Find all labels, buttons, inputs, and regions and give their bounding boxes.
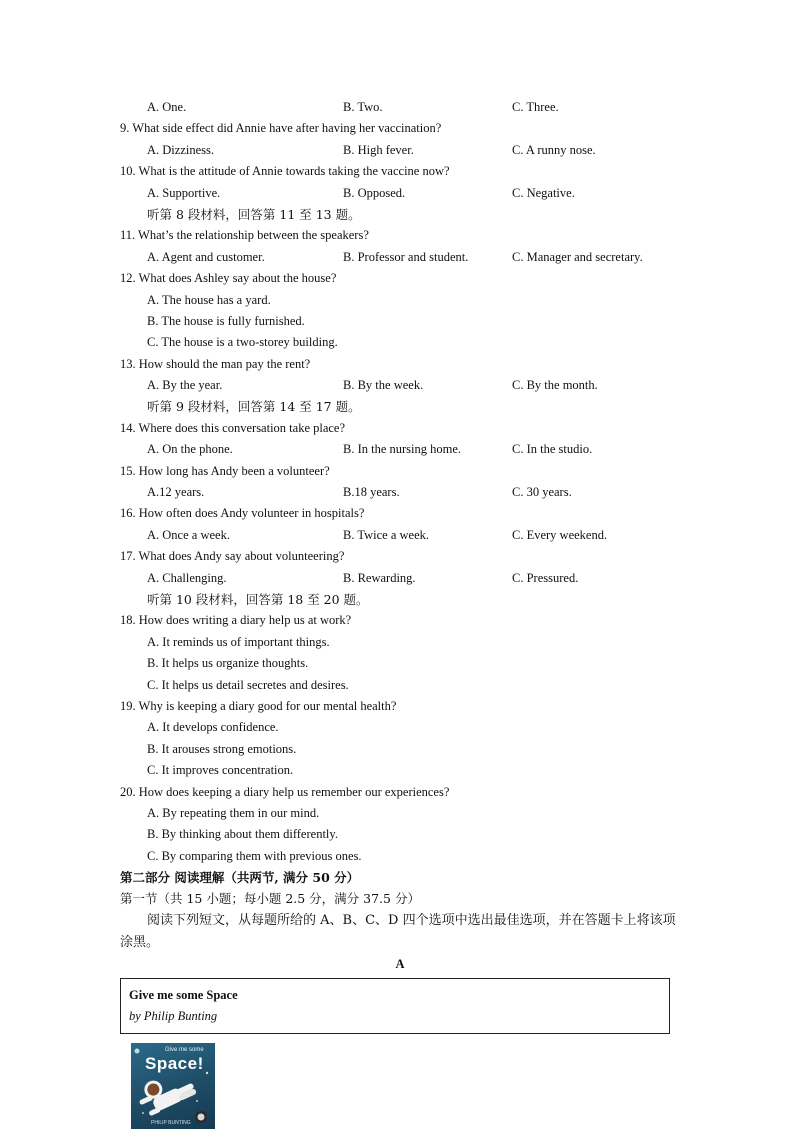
- q14-options: [120, 439, 680, 460]
- question-20: 20. How does keeping a diary help us remember our experiences?: [120, 784, 450, 799]
- option-a: A. Challenging.: [147, 570, 227, 585]
- book-author: by Philip Bunting: [129, 1008, 218, 1023]
- option-a: A. It develops confidence.: [147, 720, 279, 735]
- q13-options: [120, 375, 680, 396]
- question-19: 19. Why is keeping a diary good for our mental health?: [120, 698, 397, 713]
- exam-page: [120, 97, 680, 1129]
- option-a: A. Agent and customer.: [147, 249, 265, 264]
- book-info-box: [120, 978, 670, 1034]
- q9-options: [120, 140, 680, 161]
- cover-small-text: Give me some: [165, 1046, 204, 1053]
- option-b: B. Opposed.: [343, 185, 406, 200]
- question-14: 14. Where does this conversation take place?: [120, 420, 346, 435]
- q15-options: [120, 482, 680, 503]
- option-a: A. Supportive.: [147, 185, 221, 200]
- question-16: 16. How often does Andy volunteer in hospitals?: [120, 506, 365, 521]
- section-1-heading: 第一节（共 15 小题；每小题 2.5 分，满分 37.5 分）: [120, 891, 420, 907]
- option-a: A. Dizziness.: [147, 142, 214, 157]
- option-c: C. A runny nose.: [512, 142, 596, 157]
- book-title: Give me some Space: [129, 987, 238, 1002]
- option-a: A. Once a week.: [147, 527, 230, 542]
- question-9: 9. What side effect did Annie have after having her vaccination?: [120, 121, 442, 136]
- option-b: B. The house is fully furnished.: [147, 313, 305, 328]
- question-15: 15. How long has Andy been a volunteer?: [120, 463, 330, 478]
- cover-author-text: PHILIP BUNTING: [151, 1119, 191, 1126]
- option-b: B. In the nursing home.: [343, 442, 462, 457]
- option-c: C. Negative.: [512, 185, 575, 200]
- q16-options: [120, 525, 680, 546]
- q8-options: [120, 97, 680, 118]
- option-b: B. Two.: [343, 100, 383, 114]
- section-10-heading: 听第 10 段材料，回答第 18 至 20 题。: [147, 591, 369, 607]
- book-cover-image: [131, 1043, 215, 1129]
- option-c: C. Pressured.: [512, 570, 579, 585]
- question-12: 12. What does Ashley say about the house?: [120, 271, 337, 286]
- option-a: A.12 years.: [147, 485, 205, 500]
- option-a: A. On the phone.: [147, 442, 233, 457]
- part-2-heading: 第二部分 阅读理解（共两节, 满分 50 分）: [120, 870, 360, 886]
- option-c: C. It improves concentration.: [147, 763, 294, 778]
- option-b: B. Rewarding.: [343, 570, 416, 585]
- option-b: B. It arouses strong emotions.: [147, 741, 297, 756]
- option-b: B. Twice a week.: [343, 527, 430, 542]
- section-8-heading: 听第 8 段材料，回答第 11 至 13 题。: [147, 206, 361, 222]
- option-a: A. The house has a yard.: [147, 292, 271, 307]
- option-a: A. By the year.: [147, 378, 223, 393]
- passage-label: A: [395, 956, 405, 971]
- option-b: B. By thinking about them differently.: [147, 827, 338, 842]
- option-c: C. It helps us detail secretes and desires.: [147, 677, 349, 692]
- reading-instructions: 阅读下列短文，从每题所给的 A、B、C、D 四个选项中选出最佳选项，并在答题卡上将该项涂黑。: [120, 912, 676, 950]
- option-b: B. Professor and student.: [343, 249, 469, 264]
- option-c: C. By the month.: [512, 378, 598, 393]
- option-c: C. Manager and secretary.: [512, 249, 643, 264]
- q10-options: [120, 183, 680, 204]
- question-17: 17. What does Andy say about volunteering?: [120, 549, 345, 564]
- option-b: B.18 years.: [343, 485, 400, 500]
- option-b: B. It helps us organize thoughts.: [147, 656, 309, 671]
- question-10: 10. What is the attitude of Annie towards taking the vaccine now?: [120, 164, 450, 179]
- option-c: C. By comparing them with previous ones.: [147, 848, 362, 863]
- question-11: 11. What’s the relationship between the speakers?: [120, 228, 369, 243]
- section-9-heading: 听第 9 段材料，回答第 14 至 17 题。: [147, 399, 361, 415]
- question-13: 13. How should the man pay the rent?: [120, 356, 311, 371]
- option-a: A. By repeating them in our mind.: [147, 805, 320, 820]
- option-c: C. Three.: [512, 100, 559, 114]
- option-c: C. The house is a two-storey building.: [147, 335, 338, 350]
- option-a: A. It reminds us of important things.: [147, 634, 330, 649]
- option-c: C. In the studio.: [512, 442, 593, 457]
- cover-title-text: Space!: [145, 1053, 204, 1073]
- option-c: C. Every weekend.: [512, 527, 608, 542]
- q17-options: [120, 568, 680, 589]
- question-18: 18. How does writing a diary help us at work?: [120, 613, 352, 628]
- option-b: B. By the week.: [343, 378, 424, 393]
- option-c: C. 30 years.: [512, 485, 572, 500]
- option-b: B. High fever.: [343, 142, 414, 157]
- q11-options: [120, 247, 680, 268]
- option-a: A. One.: [147, 100, 187, 114]
